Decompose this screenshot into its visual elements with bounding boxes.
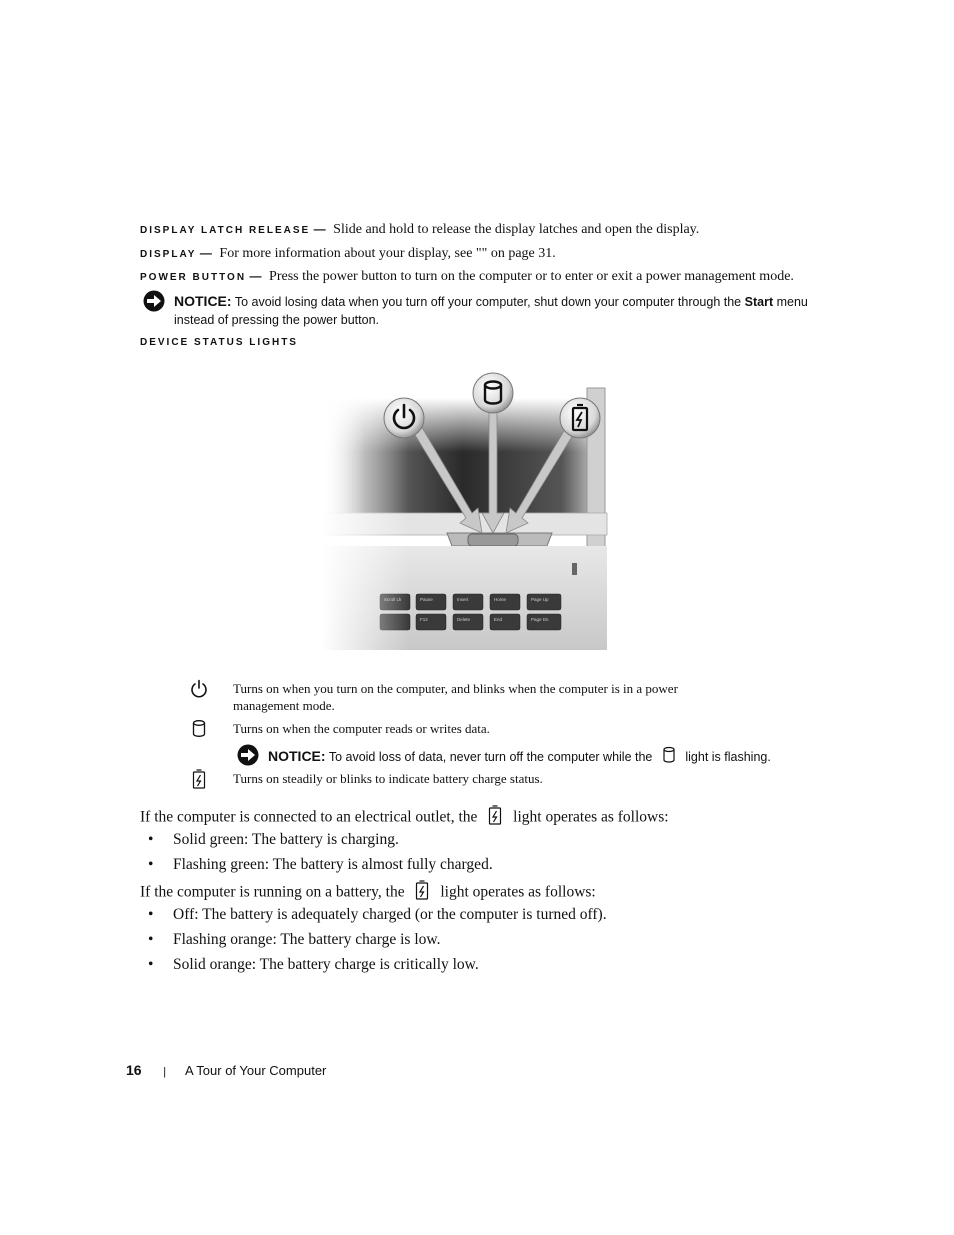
list-item-text: Flashing orange: The battery charge is low.: [173, 931, 441, 948]
footer-title: A Tour of Your Computer: [184, 1063, 327, 1078]
term-dash: —: [313, 222, 326, 236]
bullet: •: [148, 956, 154, 973]
notice-text-after: light is flashing.: [685, 749, 771, 764]
list-item-text: Solid orange: The battery charge is critically low.: [173, 956, 479, 973]
list-item-text: Solid green: The battery is charging.: [173, 831, 399, 848]
paragraph-text-after: light operates as follows:: [440, 883, 596, 901]
list-item: [148, 930, 440, 950]
term-description: Slide and hold to release the display latches and open the display.: [333, 222, 700, 237]
status-battery-description: Turns on steadily or blinks to indicate battery charge status.: [233, 771, 543, 786]
notice-arrow-icon: [236, 744, 260, 771]
page-footer: [126, 1062, 326, 1078]
term-label: DISPLAY LATCH RELEASE: [140, 225, 311, 236]
notice-bold-word: Start: [744, 295, 774, 309]
status-text-line2: management mode.: [233, 698, 335, 713]
battery-icon: [487, 805, 503, 831]
paragraph-text-after: light operates as follows:: [513, 808, 669, 826]
status-text: Turns on when you turn on the computer, and blinks when the computer is in a power: [233, 681, 678, 696]
hard-drive-icon: [190, 719, 208, 739]
notice-text: To avoid losing data when you turn off your computer, shut down your computer through the: [234, 295, 742, 309]
term-label: DISPLAY: [140, 249, 197, 260]
notice-text: To avoid loss of data, never turn off the computer while the: [328, 749, 653, 764]
section-heading: DEVICE STATUS LIGHTS: [140, 337, 298, 348]
term-display: [140, 244, 556, 264]
hard-drive-icon: [662, 746, 676, 769]
list-item: [148, 905, 607, 925]
status-hard-drive-description: Turns on when the computer reads or writes data.: [233, 721, 490, 736]
list-item: [148, 855, 493, 875]
notice-power-button: [174, 292, 834, 329]
notice-text-after: menu: [776, 295, 808, 309]
list-item: [148, 830, 399, 850]
notice-arrow-icon: [142, 290, 166, 317]
term-dash: —: [199, 246, 212, 260]
device-status-lights-illustration: [322, 368, 612, 650]
notice-label: NOTICE:: [174, 293, 232, 309]
power-icon: [190, 679, 208, 699]
term-dash: —: [249, 269, 262, 283]
paragraph-battery: [140, 880, 596, 906]
bullet: •: [148, 856, 154, 873]
list-item: [148, 955, 479, 975]
list-item-text: Off: The battery is adequately charged (or the computer is turned off).: [173, 906, 607, 923]
paragraph-text: If the computer is connected to an electrical outlet, the: [140, 808, 478, 826]
footer-separator: |: [163, 1066, 167, 1078]
term-power-button: [140, 267, 794, 287]
paragraph-text: If the computer is running on a battery, the: [140, 883, 405, 901]
page-number: 16: [126, 1062, 142, 1078]
bullet: •: [148, 831, 154, 848]
bullet: •: [148, 906, 154, 923]
bullet: •: [148, 931, 154, 948]
battery-icon: [414, 880, 430, 906]
status-power-description: [233, 680, 793, 714]
notice-label: NOTICE:: [268, 747, 326, 764]
list-item-text: Flashing green: The battery is almost fully charged.: [173, 856, 493, 873]
term-label: POWER BUTTON: [140, 272, 247, 283]
term-description: For more information about your display, see "" on page 31.: [219, 246, 556, 261]
paragraph-electrical-outlet: [140, 805, 669, 831]
notice-hard-drive: [268, 746, 771, 769]
term-display-latch-release: [140, 220, 699, 240]
notice-line2: instead of pressing the power button.: [174, 313, 379, 327]
battery-icon: [190, 769, 208, 789]
term-description: Press the power button to turn on the computer or to enter or exit a power management mode.: [269, 269, 794, 284]
